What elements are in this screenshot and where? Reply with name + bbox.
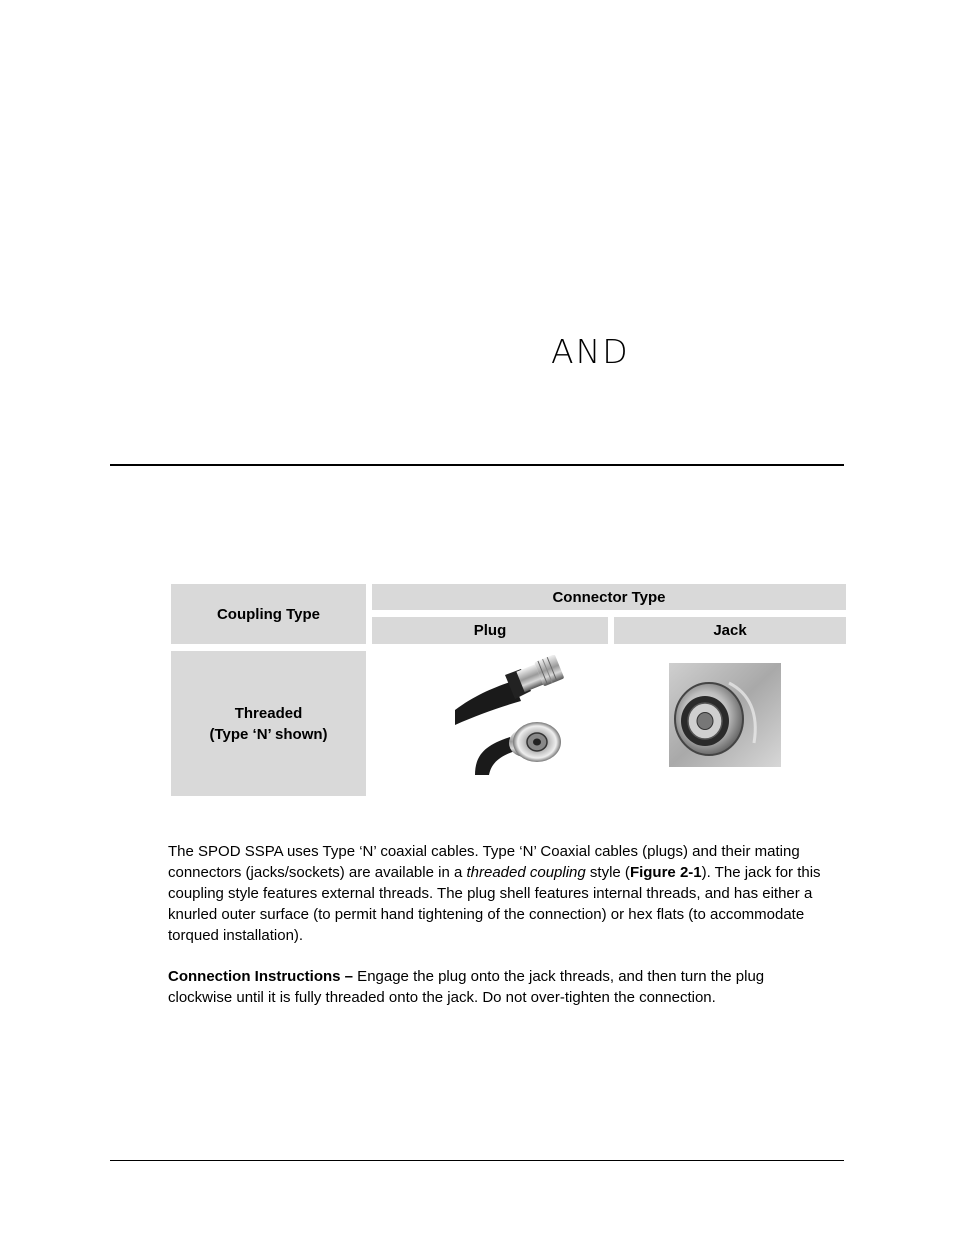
footer-rule — [110, 1160, 844, 1161]
figure-reference: Figure 2-1 — [629, 864, 702, 881]
jack-connector-image — [669, 663, 781, 767]
jack-header: Jack — [614, 617, 846, 644]
connection-instructions-label: Connection Instructions – — [168, 968, 354, 985]
type-n-shown-label: (Type ‘N’ shown) — [209, 725, 328, 743]
threaded-coupling-emphasis: threaded coupling — [466, 864, 586, 881]
connector-type-header: Connector Type — [372, 584, 846, 610]
coupling-type-header: Coupling Type — [171, 584, 366, 644]
coaxial-cable-description: The SPOD SSPA uses Type ‘N’ coaxial cables. Type ‘N’ Coaxial cables (plugs) and their mating connectors (jacks/sockets) are available in a threaded coupling style (Figure 2-1). The jack for this coupling style features external threads. The plug shell features internal threads, and has either a knurled outer surface (to permit hand tightening of the connection) or hex flats (to accommodate torqued installation). — [168, 843, 821, 944]
threaded-label: Threaded — [234, 704, 303, 722]
heading-rule — [110, 464, 844, 466]
threaded-row-label — [171, 651, 366, 796]
connection-instructions: Connection Instructions – Engage the plug onto the jack threads, and then turn the plug clockwise until it is fully threaded onto the jack. Do not over-tighten the connection. — [168, 968, 765, 1006]
plug-header: Plug — [372, 617, 608, 644]
plug-connector-image — [455, 655, 565, 775]
section-heading-word: AND — [551, 332, 630, 371]
